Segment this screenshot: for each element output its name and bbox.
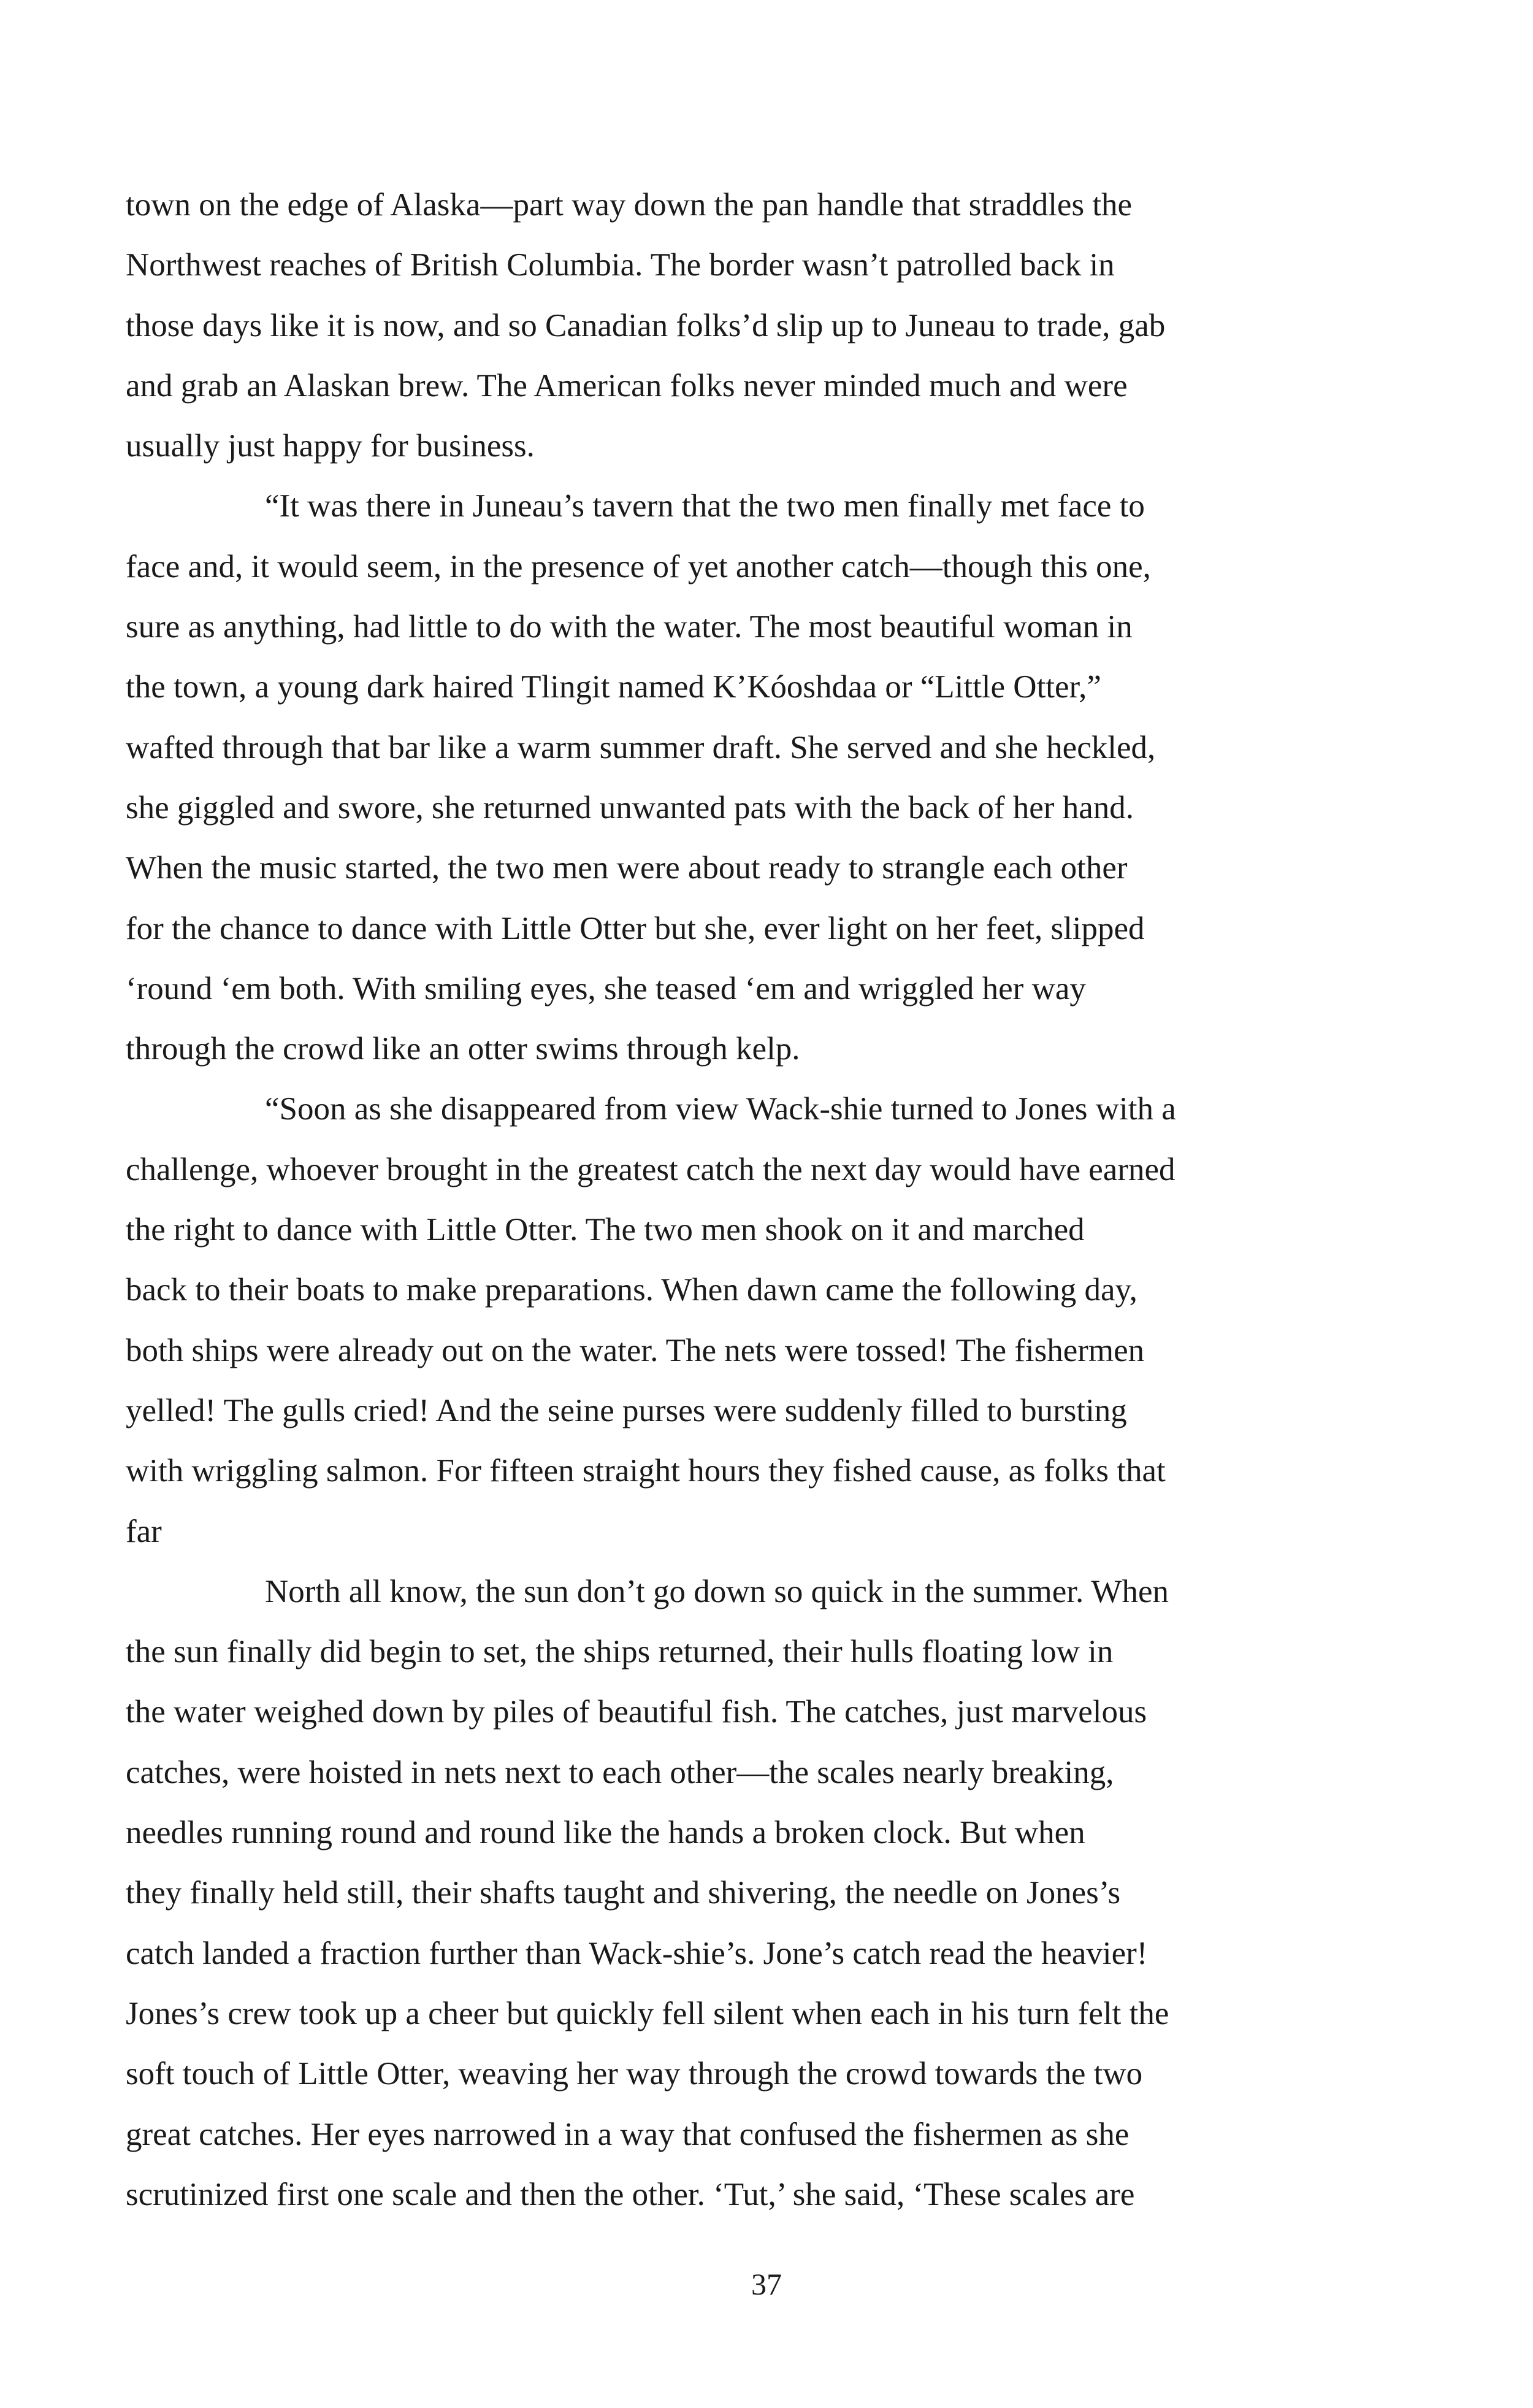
text-line: North all know, the sun don’t go down so quick in the summer. When [265,1573,1169,1609]
text-line: those days like it is now, and so Canadian folks’d slip up to Juneau to trade, gab [126,307,1166,343]
text-line: wafted through that bar like a warm summer draft. She served and she heckled, [126,729,1156,765]
page-number: 37 [751,2267,782,2301]
text-line: usually just happy for business. [126,428,535,464]
text-line: “Soon as she disappeared from view Wack-shie turned to Jones with a [265,1091,1176,1127]
text-line: Northwest reaches of British Columbia. The border wasn’t patrolled back in [126,247,1115,283]
text-line: catch landed a fraction further than Wack-shie’s. Jone’s catch read the heavier! [126,1935,1148,1971]
text-line: the sun finally did begin to set, the ships returned, their hulls floating low in [126,1634,1114,1670]
text-line: and grab an Alaskan brew. The American folks never minded much and were [126,367,1128,404]
text-line: the right to dance with Little Otter. The two men shook on it and marched [126,1212,1085,1248]
text-line: with wriggling salmon. For fifteen straight hours they fished cause, as folks that [126,1453,1166,1489]
text-line: the town, a young dark haired Tlingit named K’Kóoshdaa or “Little Otter,” [126,669,1101,705]
body-text [126,175,1346,2225]
text-line: back to their boats to make preparations. When dawn came the following day, [126,1272,1137,1308]
text-line: far [126,1513,162,1549]
text-line: ‘round ‘em both. With smiling eyes, she teased ‘em and wriggled her way [126,970,1086,1007]
text-line: challenge, whoever brought in the greatest catch the next day would have earned [126,1151,1176,1187]
text-line: through the crowd like an otter swims through kelp. [126,1031,800,1067]
text-line: needles running round and round like the hands a broken clock. But when [126,1815,1085,1851]
text-line: soft touch of Little Otter, weaving her way through the crowd towards the two [126,2056,1143,2092]
text-line: scrutinized first one scale and then the other. ‘Tut,’ she said, ‘These scales are [126,2176,1135,2212]
text-line: Jones’s crew took up a cheer but quickly fell silent when each in his turn felt the [126,1995,1169,2031]
text-line: both ships were already out on the water. The nets were tossed! The fishermen [126,1332,1145,1368]
text-line: “It was there in Juneau’s tavern that the two men finally met face to [265,488,1145,524]
text-line: face and, it would seem, in the presence of yet another catch—though this one, [126,548,1151,585]
text-line: for the chance to dance with Little Otter but she, ever light on her feet, slipped [126,910,1145,946]
text-line: great catches. Her eyes narrowed in a way that confused the fishermen as she [126,2116,1130,2152]
text-line: sure as anything, had little to do with the water. The most beautiful woman in [126,609,1133,645]
text-line: catches, were hoisted in nets next to each other—the scales nearly breaking, [126,1754,1114,1790]
text-line: yelled! The gulls cried! And the seine purses were suddenly filled to bursting [126,1392,1127,1428]
text-line: she giggled and swore, she returned unwanted pats with the back of her hand. [126,789,1134,826]
text-line: the water weighed down by piles of beautiful fish. The catches, just marvelous [126,1694,1147,1730]
text-line: they finally held still, their shafts taught and shivering, the needle on Jones’s [126,1875,1121,1911]
text-line: When the music started, the two men were about ready to strangle each other [126,850,1128,886]
text-line: town on the edge of Alaska—part way down the pan handle that straddles the [126,187,1133,223]
